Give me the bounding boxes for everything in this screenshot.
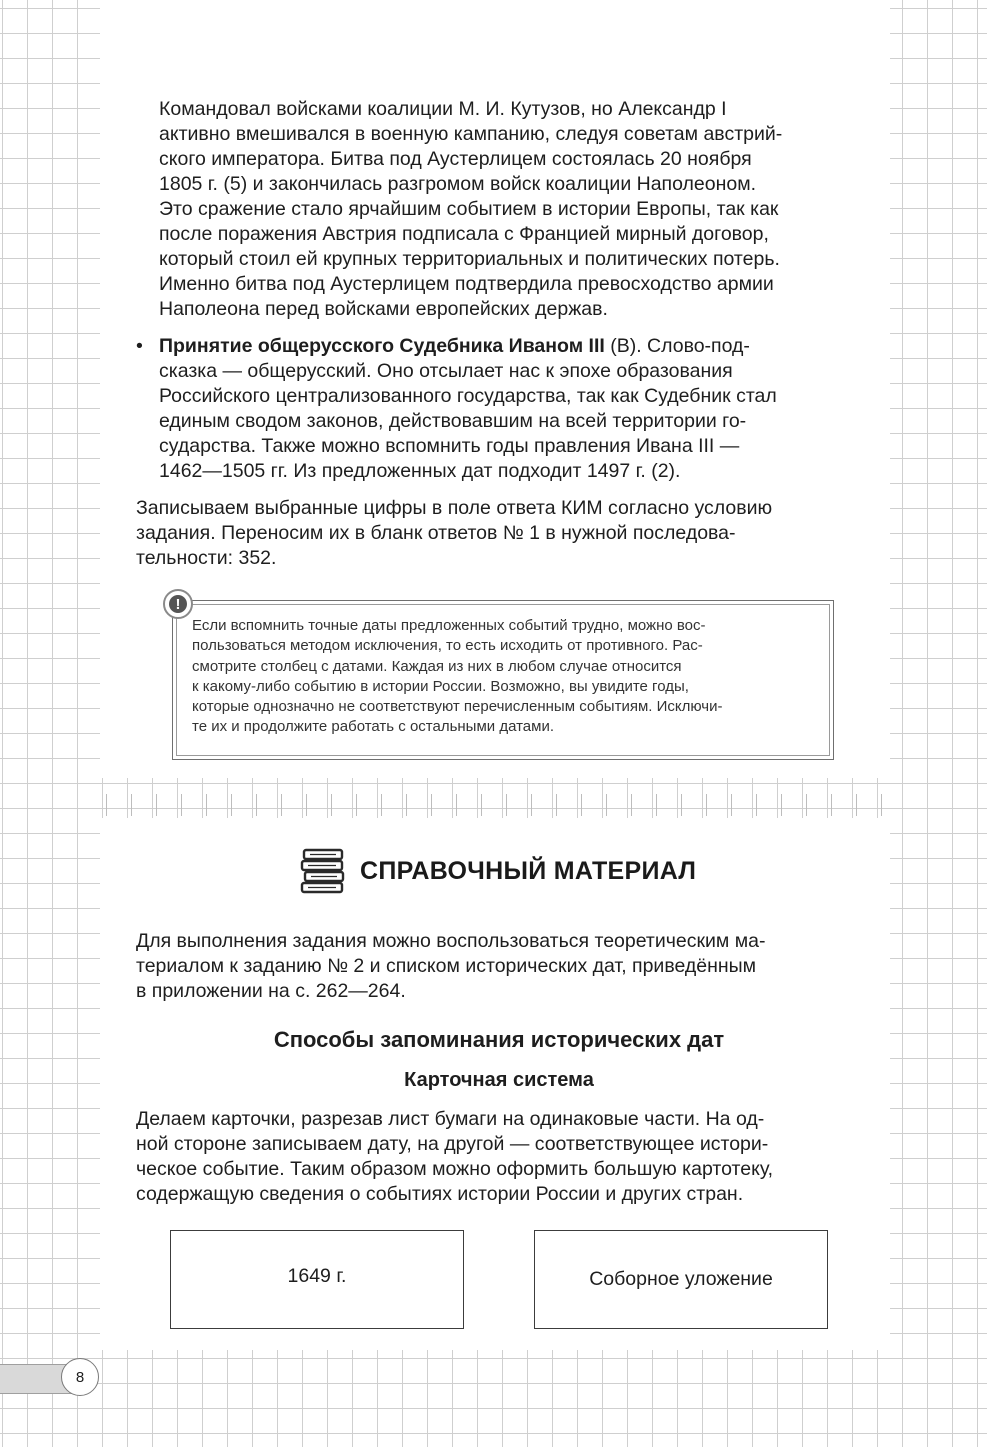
continuation-paragraph (136, 97, 862, 322)
section-subheading: Карточная система (404, 1069, 594, 1091)
bullet-line: 1462—1505 гг. Из предложенных дат подходит 1497 г. (2). (159, 460, 681, 482)
paragraph-line: тельности: 352. (136, 547, 277, 569)
bullet-marker: • (136, 335, 143, 357)
paragraph-line: Для выполнения задания можно воспользоваться теоретическим ма- (136, 930, 766, 952)
note-line: смотрите столбец с датами. Каждая из них в любом случае относится (192, 657, 682, 675)
note-line: которые однозначно не соответствуют перечисленным событиям. Исключи- (192, 698, 723, 716)
paragraph-line: ной стороне записываем дату, на другой — соответствующее истори- (136, 1133, 769, 1155)
paragraph-line: активно вмешивался в военную кампанию, следуя советам австрий- (159, 123, 783, 145)
event-card-text: Соборное уложение (589, 1268, 773, 1290)
exclamation-icon (163, 589, 193, 619)
bullet-bold-lead: Принятие общерусского Судебника Иваном III (159, 335, 605, 357)
reference-heading (300, 846, 696, 896)
bullet-lead-rest: (В). Слово-под- (604, 335, 750, 357)
paragraph-line: который стоил ей крупных территориальных и политических потерь. (159, 248, 780, 270)
event-card (534, 1230, 828, 1329)
reference-paragraph (136, 929, 862, 1004)
paragraph-line: 1805 г. (5) и закончилась разгромом войск коалиции Наполеоном. (159, 173, 757, 195)
paragraph-line: задания. Переносим их в бланк ответов № 1 в нужной последова- (136, 522, 736, 544)
paragraph-line: Делаем карточки, разрезав лист бумаги на одинаковые части. На од- (136, 1108, 765, 1130)
paragraph-line: Это сражение стало ярчайшим событием в истории Европы, так как (159, 198, 779, 220)
date-card-text: 1649 г. (287, 1265, 347, 1287)
bullet-first-line (159, 334, 862, 359)
date-card (170, 1230, 464, 1329)
exclamation-glyph: ! (169, 595, 187, 613)
page-number: 8 (61, 1358, 99, 1396)
paragraph-line: териалом к заданию № 2 и списком исторических дат, приведённым (136, 955, 757, 977)
bullet-item (136, 334, 862, 484)
note-line: пользоваться методом исключения, то есть исходить от противного. Рас- (192, 637, 703, 655)
note-line: к какому-либо событию в истории России. Возможно, вы увидите годы, (192, 677, 689, 695)
paragraph-line: ского императора. Битва под Аустерлицем состоялась 20 ноября (159, 148, 752, 170)
tip-note-text (192, 616, 815, 738)
reference-title: СПРАВОЧНЫЙ МАТЕРИАЛ (360, 856, 697, 885)
bullet-line: единым сводом законов, действовавшим на всей территории го- (159, 410, 747, 432)
paragraph-line: Наполеона перед войсками европейских держав. (159, 298, 608, 320)
paragraph-line: содержащую сведения о событиях истории России и других стран. (136, 1183, 744, 1205)
paragraph-line: Именно битва под Аустерлицем подтвердила превосходство армии (159, 273, 774, 295)
tip-note (172, 595, 834, 760)
bullet-line: Российского централизованного государства, так как Судебник стал (159, 385, 777, 407)
separator-ticks (100, 794, 890, 816)
paragraph-line: Записываем выбранные цифры в поле ответа КИМ согласно условию (136, 497, 773, 519)
bullet-line: сказка — общерусский. Оно отсылает нас к эпохе образования (159, 360, 733, 382)
section-heading: Способы запоминания исторических дат (273, 1027, 725, 1052)
note-line: Если вспомнить точные даты предложенных событий трудно, можно вос- (192, 617, 706, 634)
bullet-line: сударства. Также можно вспомнить годы правления Ивана III — (159, 435, 740, 457)
answer-paragraph (136, 496, 862, 571)
note-line: те их и продолжите работать с остальными датами. (192, 718, 554, 736)
methods-paragraph (136, 1107, 862, 1207)
paragraph-line: в приложении на с. 262—264. (136, 980, 406, 1002)
paragraph-line: Командовал войсками коалиции М. И. Кутузов, но Александр I (159, 98, 727, 120)
paragraph-line: ческое событие. Таким образом можно оформить большую картотеку, (136, 1158, 774, 1180)
books-stack-icon (300, 847, 346, 895)
paragraph-line: после поражения Австрия подписала с Францией мирный договор, (159, 223, 769, 245)
